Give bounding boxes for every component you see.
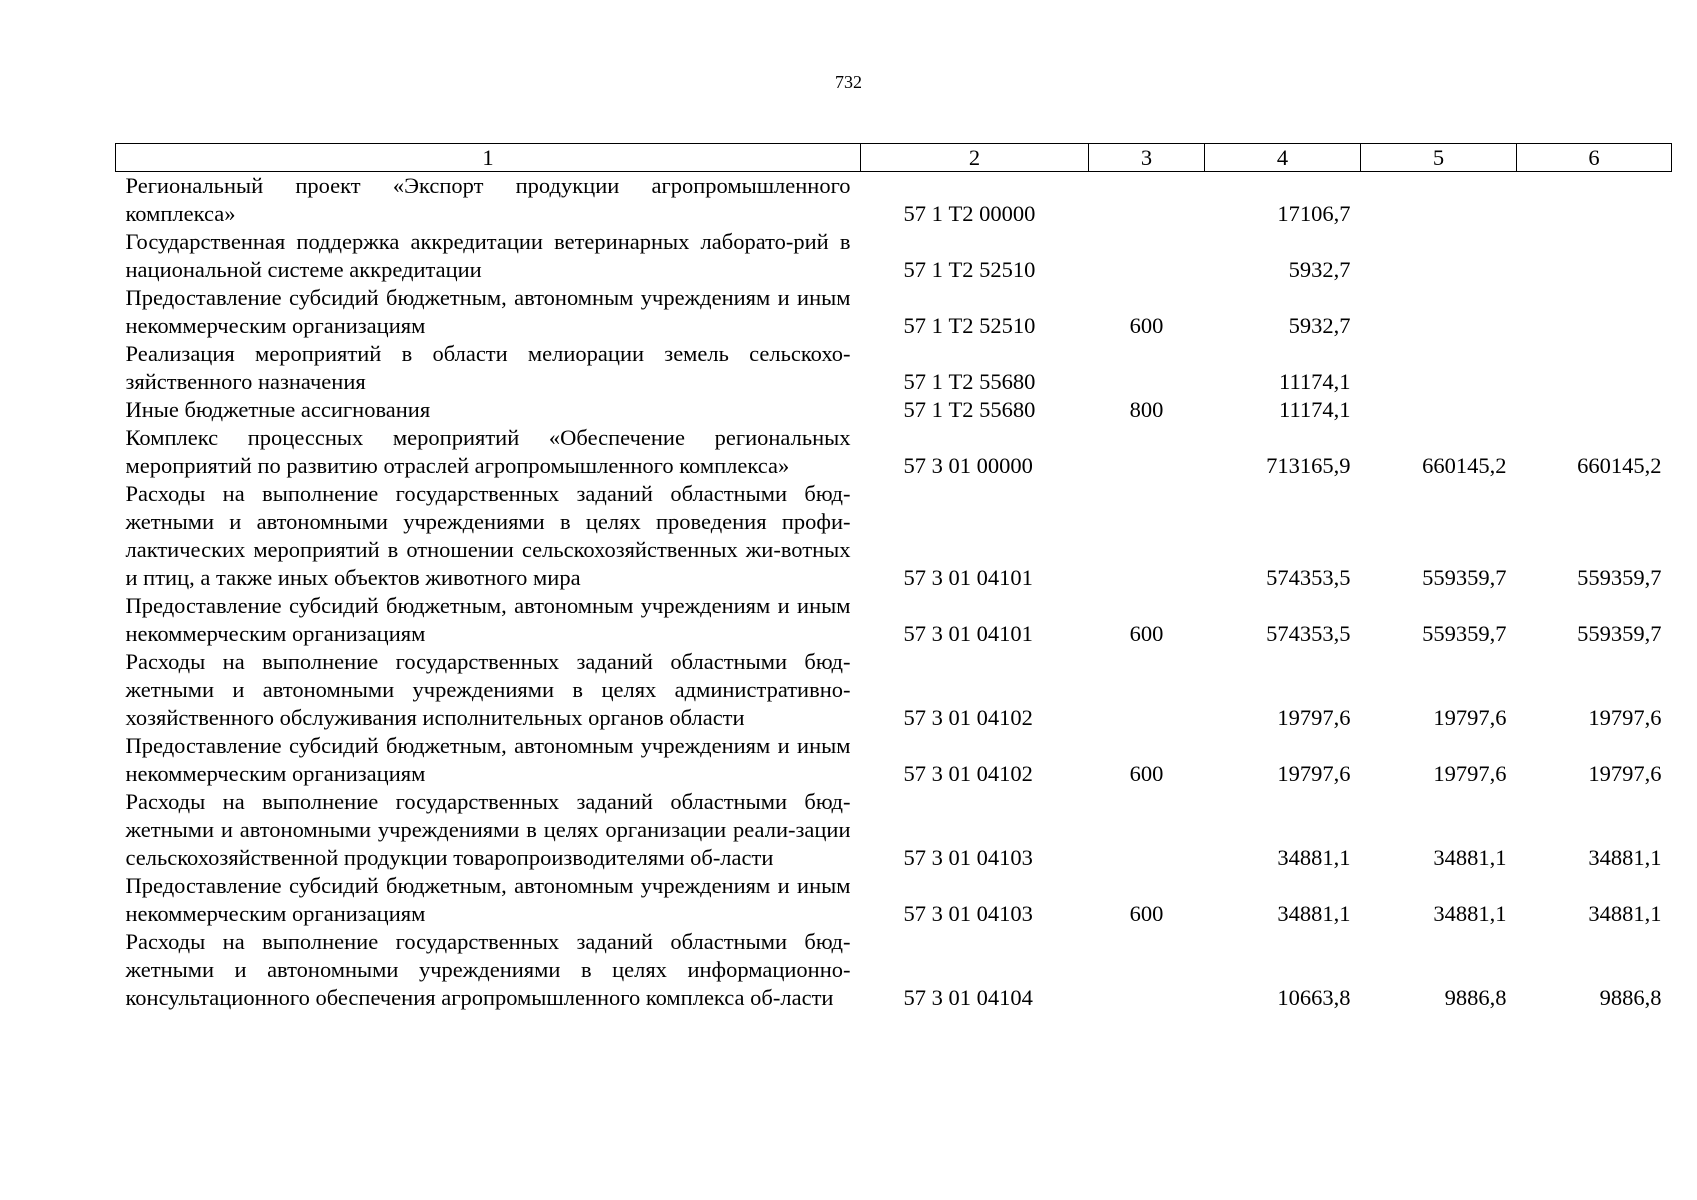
row-amount-col4: 19797,6 (1277, 761, 1351, 786)
row-name: Предоставление субсидий бюджетным, автономным учреждениям и иным некоммерческим организациям (125, 285, 851, 338)
row-amount-col6: 660145,2 (1577, 453, 1662, 478)
row-amount-col6: 9886,8 (1599, 985, 1662, 1010)
page-number: 732 (835, 72, 862, 92)
row-expense-type (1089, 480, 1205, 592)
row-expense-type (1089, 788, 1205, 872)
row-amount-col6: 19797,6 (1588, 761, 1662, 786)
row-name: Расходы на выполнение государственных заданий областными бюд-жетными и автономными учреждениями в целях информационно-консультационного обеспечения агропромышленного комплекса об-ласти (125, 929, 851, 1010)
table-row (116, 424, 1672, 480)
row-code: 57 3 01 04102 (903, 705, 1033, 730)
row-name: Комплекс процессных мероприятий «Обеспечение региональных мероприятий по развитию отраслей агропромышленного комплекса» (125, 425, 851, 478)
column-header-6: 6 (1517, 144, 1672, 172)
row-amount-col5 (1361, 228, 1517, 284)
row-amount-col4: 34881,1 (1277, 901, 1351, 926)
table-body (116, 172, 1672, 1013)
row-amount-col6: 34881,1 (1588, 845, 1662, 870)
row-code: 57 3 01 04101 (903, 565, 1033, 590)
table-row (116, 872, 1672, 928)
row-name: Реализация мероприятий в области мелиорации земель сельскохо-зяйственного назначения (125, 341, 851, 394)
row-amount-col6: 559359,7 (1577, 621, 1662, 646)
row-expense-type (1089, 424, 1205, 480)
table-row (116, 592, 1672, 648)
table-row (116, 788, 1672, 872)
row-name: Предоставление субсидий бюджетным, автономным учреждениям и иным некоммерческим организациям (125, 593, 851, 646)
table-row (116, 172, 1672, 229)
row-expense-type (1089, 340, 1205, 396)
row-amount-col4: 10663,8 (1277, 985, 1351, 1010)
row-amount-col6 (1517, 284, 1672, 340)
column-header-4: 4 (1205, 144, 1361, 172)
row-code: 57 1 Т2 55680 (903, 369, 1036, 394)
row-name: Государственная поддержка аккредитации ветеринарных лаборато-рий в национальной системе аккредитации (125, 229, 851, 282)
row-amount-col4: 5932,7 (1288, 257, 1351, 282)
row-amount-col5: 19797,6 (1433, 761, 1507, 786)
row-amount-col4: 713165,9 (1266, 453, 1351, 478)
row-name: Предоставление субсидий бюджетным, автономным учреждениям и иным некоммерческим организациям (125, 873, 851, 926)
row-code: 57 3 01 04104 (903, 985, 1033, 1010)
row-amount-col4: 11174,1 (1279, 397, 1351, 422)
row-amount-col4: 11174,1 (1279, 369, 1351, 394)
row-code: 57 1 Т2 52510 (903, 257, 1036, 282)
row-name: Иные бюджетные ассигнования (125, 397, 431, 422)
row-amount-col4: 19797,6 (1277, 705, 1351, 730)
row-code: 57 3 01 04101 (903, 621, 1033, 646)
row-code: 57 3 01 04103 (903, 845, 1033, 870)
row-amount-col5: 660145,2 (1422, 453, 1507, 478)
column-header-2: 2 (861, 144, 1089, 172)
column-header-3: 3 (1089, 144, 1205, 172)
table-row (116, 732, 1672, 788)
row-expense-type (1089, 228, 1205, 284)
row-expense-type (1089, 928, 1205, 1012)
table-row (116, 648, 1672, 732)
table-row (116, 480, 1672, 592)
budget-table (115, 143, 1672, 1012)
row-amount-col5: 559359,7 (1422, 565, 1507, 590)
row-amount-col4: 574353,5 (1266, 565, 1351, 590)
row-amount-col6 (1517, 340, 1672, 396)
row-amount-col5 (1361, 172, 1517, 229)
table-row (116, 928, 1672, 1012)
table-row (116, 340, 1672, 396)
row-code: 57 1 Т2 00000 (903, 201, 1036, 226)
row-amount-col4: 5932,7 (1288, 313, 1351, 338)
row-code: 57 3 01 04102 (903, 761, 1033, 786)
row-amount-col6 (1517, 396, 1672, 424)
row-amount-col5 (1361, 284, 1517, 340)
row-expense-type (1089, 172, 1205, 229)
row-amount-col5 (1361, 396, 1517, 424)
row-name: Региональный проект «Экспорт продукции агропромышленного комплекса» (125, 173, 851, 226)
row-expense-type: 600 (1129, 313, 1164, 338)
row-expense-type (1089, 648, 1205, 732)
row-expense-type: 800 (1129, 397, 1164, 422)
row-name: Расходы на выполнение государственных заданий областными бюд-жетными и автономными учреждениями в целях административно-хозяйственного обслуживания исполнительных органов области (125, 649, 851, 730)
table-row (116, 396, 1672, 424)
row-amount-col6 (1517, 172, 1672, 229)
column-header-1: 1 (116, 144, 861, 172)
row-amount-col5: 9886,8 (1444, 985, 1507, 1010)
row-amount-col4: 34881,1 (1277, 845, 1351, 870)
row-code: 57 1 Т2 52510 (903, 313, 1036, 338)
row-amount-col4: 574353,5 (1266, 621, 1351, 646)
row-expense-type: 600 (1129, 761, 1164, 786)
row-amount-col5: 559359,7 (1422, 621, 1507, 646)
table-header (116, 144, 1672, 172)
row-code: 57 1 Т2 55680 (903, 397, 1036, 422)
row-amount-col5: 19797,6 (1433, 705, 1507, 730)
row-amount-col6: 19797,6 (1588, 705, 1662, 730)
row-amount-col4: 17106,7 (1277, 201, 1351, 226)
column-header-5: 5 (1361, 144, 1517, 172)
table-row (116, 284, 1672, 340)
row-expense-type: 600 (1129, 621, 1164, 646)
row-code: 57 3 01 00000 (903, 453, 1033, 478)
row-expense-type: 600 (1129, 901, 1164, 926)
row-amount-col6 (1517, 228, 1672, 284)
row-amount-col5 (1361, 340, 1517, 396)
header-row (116, 144, 1672, 172)
table-row (116, 228, 1672, 284)
row-amount-col6: 559359,7 (1577, 565, 1662, 590)
row-amount-col5: 34881,1 (1433, 901, 1507, 926)
row-amount-col6: 34881,1 (1588, 901, 1662, 926)
row-name: Расходы на выполнение государственных заданий областными бюд-жетными и автономными учреждениями в целях проведения профи-лактических мероприятий в отношении сельскохозяйственных жи-вотных и птиц, а также иных объектов животного мира (125, 481, 851, 590)
row-amount-col5: 34881,1 (1433, 845, 1507, 870)
row-name: Предоставление субсидий бюджетным, автономным учреждениям и иным некоммерческим организациям (125, 733, 851, 786)
row-code: 57 3 01 04103 (903, 901, 1033, 926)
row-name: Расходы на выполнение государственных заданий областными бюд-жетными и автономными учреждениями в целях организации реали-зации сельскохозяйственной продукции товаропроизводителями об-ласти (125, 789, 851, 870)
